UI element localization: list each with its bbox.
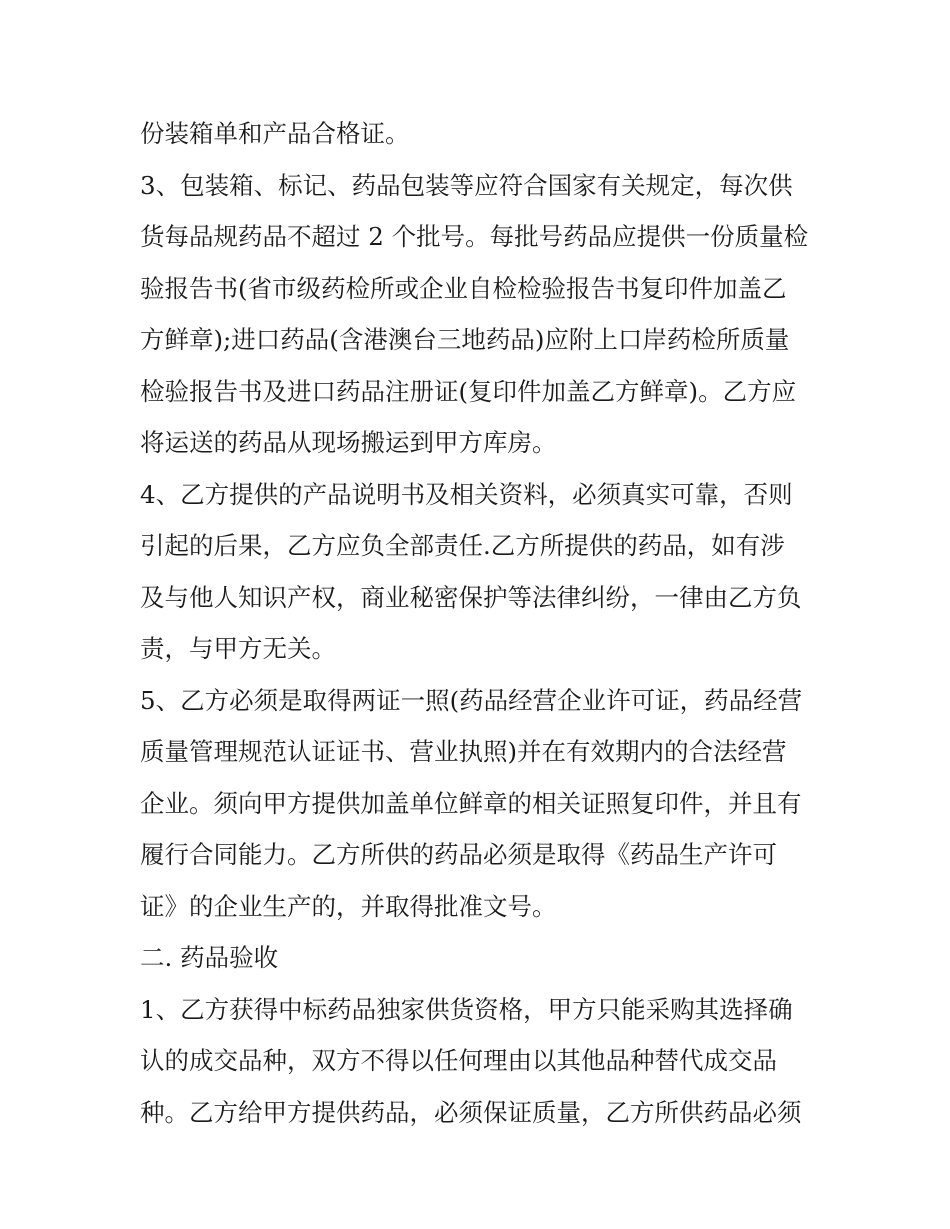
text-line: 检验报告书及进口药品注册证(复印件加盖乙方鲜章)。乙方应 xyxy=(140,376,797,406)
text-line: 及与他人知识产权，商业秘密保护等法律纠纷，一律由乙方负 xyxy=(140,582,802,612)
text-line: 5、乙方必须是取得两证一照(药品经营企业许可证，药品经营 xyxy=(140,685,803,715)
text-line: 1、乙方获得中标药品独家供货资格，甲方只能采购其选择确 xyxy=(140,994,793,1024)
text-line: 验报告书(省市级药检所或企业自检检验报告书复印件加盖乙 xyxy=(140,273,787,303)
text-line: 引起的后果，乙方应负全部责任.乙方所提供的药品，如有涉 xyxy=(140,531,785,560)
text-line: 证》的企业生产的，并取得批准文号。 xyxy=(140,891,557,921)
text-line: 种。乙方给甲方提供药品，必须保证质量，乙方所供药品必须 xyxy=(140,1097,802,1127)
text-line: 责，与甲方无关。 xyxy=(140,634,336,663)
section-heading: 二. 药品验收 xyxy=(140,943,279,972)
text-line: 将运送的药品从现场搬运到甲方库房。 xyxy=(140,428,557,457)
text-line: 企业。须向甲方提供加盖单位鲜章的相关证照复印件，并且有 xyxy=(140,788,802,818)
text-line: 4、乙方提供的产品说明书及相关资料，必须真实可靠，否则 xyxy=(140,479,793,509)
text-line: 质量管理规范认证证书、营业执照)并在有效期内的合法经营 xyxy=(140,737,787,766)
text-line: 履行合同能力。乙方所供的药品必须是取得《药品生产许可 xyxy=(140,840,777,869)
text-line: 3、包装箱、标记、药品包装等应符合国家有关规定，每次供 xyxy=(140,170,793,200)
text-line: 货每品规药品不超过 2 个批号。每批号药品应提供一份质量检 xyxy=(140,222,809,251)
text-line: 份装箱单和产品合格证。 xyxy=(140,119,410,148)
text-line: 认的成交品种，双方不得以任何理由以其他品种替代成交品 xyxy=(140,1046,777,1075)
text-line: 方鲜章);进口药品(含港澳台三地药品)应附上口岸药检所质量 xyxy=(140,325,790,354)
document-body xyxy=(140,108,820,1138)
